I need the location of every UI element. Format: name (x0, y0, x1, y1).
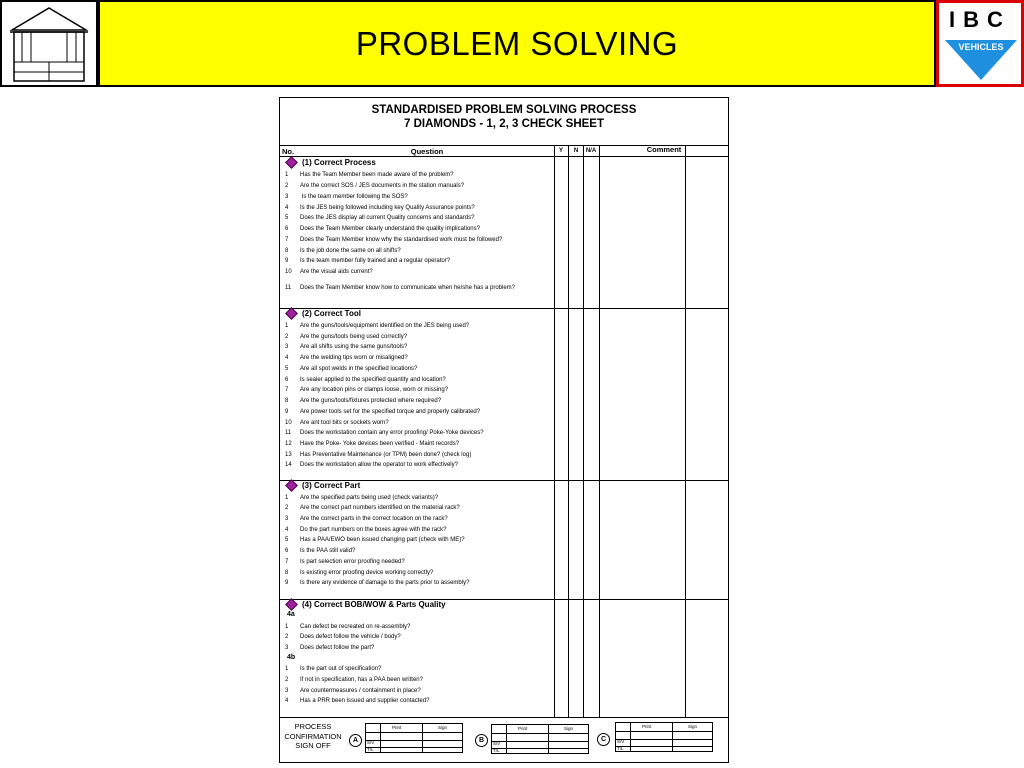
question-row: 3 Are countermeasures / containment in place? (285, 688, 421, 694)
section-label: (2) Correct Tool (302, 309, 361, 318)
signoff-a-table[interactable]: Print Sign S/V T/L (365, 723, 463, 753)
question-row: 2 Are the correct part numbers identified on the material rack? (285, 505, 460, 511)
question-row: 2 Are the correct SOS / JES documents in the station manuals? (285, 183, 465, 189)
divider (554, 146, 555, 717)
signoff-c-table[interactable]: Print Sign S/V T/L (615, 722, 713, 752)
signoff-a-badge: A (349, 734, 362, 747)
question-row: 2 Are the guns/tools being used correctly? (285, 334, 408, 340)
logo-triangle-icon (943, 38, 1019, 82)
check-sheet (279, 97, 729, 763)
header-banner (0, 0, 1024, 87)
question-row: 3 Are the correct parts in the correct location on the rack? (285, 516, 448, 522)
logo-text: IBC (949, 7, 1011, 32)
col-header-question: Question (410, 146, 444, 156)
home-icon[interactable] (0, 0, 98, 87)
signoff-label: PROCESS CONFIRMATION SIGN OFF (284, 722, 342, 750)
diamond-icon (285, 156, 298, 169)
ibc-logo (936, 0, 1024, 87)
diamond-icon (285, 598, 298, 611)
question-row: 4 Are the welding tips worn or misaligned? (285, 355, 408, 361)
page-title-box (98, 0, 936, 87)
question-row: 4 Has a PRR been issued and supplier contacted? (285, 698, 430, 704)
question-row: 9 Is there any evidence of damage to the parts prior to assembly? (285, 580, 470, 586)
question-row: 1 Is the part out of specification? (285, 666, 382, 672)
section-title-part (284, 481, 360, 490)
divider (599, 146, 600, 717)
col-header-n: N (573, 148, 579, 154)
divider (583, 146, 584, 717)
question-row: 10 Are ant tool bits or sockets worn? (285, 420, 389, 426)
col-header-na: N/A (585, 148, 597, 154)
diamond-icon (285, 479, 298, 492)
logo-subtext: VEHICLES (958, 42, 1004, 52)
question-row: 7 Are any location pins or clamps loose, worn or missing? (285, 387, 449, 393)
signoff-b-table[interactable]: Print Sign S/V T/L (491, 724, 589, 754)
question-row: 2 If not in specification, has a PAA been written? (285, 677, 423, 683)
question-row: 13 Has Preventative Maintenance (or TPM) been done? (check log) (285, 452, 472, 458)
col-header-comment: Comment (646, 144, 682, 154)
divider (685, 146, 686, 717)
sheet-title-line2: 7 DIAMONDS - 1, 2, 3 CHECK SHEET (403, 118, 604, 130)
question-row: 5 Are all spot welds in the specified locations? (285, 366, 418, 372)
question-row: 8 Is existing error proofing device working correctly? (285, 570, 434, 576)
section-label: (4) Correct BOB/WOW & Parts Quality (302, 600, 446, 609)
question-row: 3 Is the team member following the SOS? (285, 194, 408, 200)
question-row: 9 Is the team member fully trained and a regular operator? (285, 258, 451, 264)
question-row: 1 Are the guns/tools/equipment identified on the JES being used? (285, 323, 470, 329)
question-row: 14 Does the workstation allow the operator to work effectively? (285, 462, 458, 468)
signoff-c-badge: C (597, 733, 610, 746)
question-row: 1 Can defect be recreated on re-assembly? (285, 624, 411, 630)
question-row: 10 Are the visual aids current? (285, 269, 373, 275)
question-row: 6 Is sealer applied to the specified quantity and location? (285, 377, 446, 383)
question-row: 4 Do the part numbers on the boxes agree with the rack? (285, 527, 447, 533)
question-row: 11 Does the Team Member know how to communicate when he/she has a problem? (285, 285, 516, 291)
question-row: 12 Have the Poke- Yoke devices been verified - Maint records? (285, 441, 460, 447)
signoff-b-badge: B (475, 734, 488, 747)
question-row: 5 Has a PAA/EWO been issued changing part (check with ME)? (285, 537, 465, 543)
question-row: 9 Are power tools set for the specified torque and properly calibrated? (285, 409, 481, 415)
question-row: 6 Does the Team Member clearly understand the quality implications? (285, 226, 480, 232)
section-title-process (284, 158, 376, 167)
subsection-label: 4b (287, 654, 296, 661)
section-label: (1) Correct Process (302, 158, 376, 167)
diamond-icon (285, 307, 298, 320)
question-row: 2 Does defect follow the vehicle / body? (285, 634, 401, 640)
sheet-header (280, 98, 728, 146)
question-row: 4 Is the JES being followed including key Quality Assurance points? (285, 205, 475, 211)
divider (280, 156, 728, 157)
section-title-bob-wow (284, 600, 446, 609)
question-row: 7 Does the Team Member know why the standardised work must be followed? (285, 237, 503, 243)
sheet-title-line1: STANDARDISED PROBLEM SOLVING PROCESS (371, 104, 637, 116)
question-row: 1 Are the specified parts being used (check variants)? (285, 495, 439, 501)
col-header-no: No. (282, 146, 295, 156)
divider (568, 146, 569, 717)
page-title: PROBLEM SOLVING (355, 24, 679, 62)
question-row: 1 Has the Team Member been made aware of the problem? (285, 172, 454, 178)
subsection-label: 4a (287, 611, 295, 618)
question-row: 3 Does defect follow the part? (285, 645, 375, 651)
question-row: 8 Are the guns/tools/fixtures protected where required? (285, 398, 442, 404)
signoff-section (280, 717, 728, 762)
question-row: 5 Does the JES display all current Quality concerns and standards? (285, 215, 475, 221)
question-row: 6 Is the PAA still valid? (285, 548, 356, 554)
question-row: 7 Is part selection error proofing needed? (285, 559, 405, 565)
col-header-y: Y (558, 148, 563, 154)
question-row: 8 Is the job done the same on all shifts? (285, 248, 401, 254)
section-label: (3) Correct Part (302, 481, 361, 490)
question-row: 3 Are all shifts using the same guns/tools? (285, 344, 408, 350)
question-row: 11 Does the workstation contain any error proofing/ Poke-Yoke devices? (285, 430, 484, 436)
section-title-tool (284, 309, 361, 318)
